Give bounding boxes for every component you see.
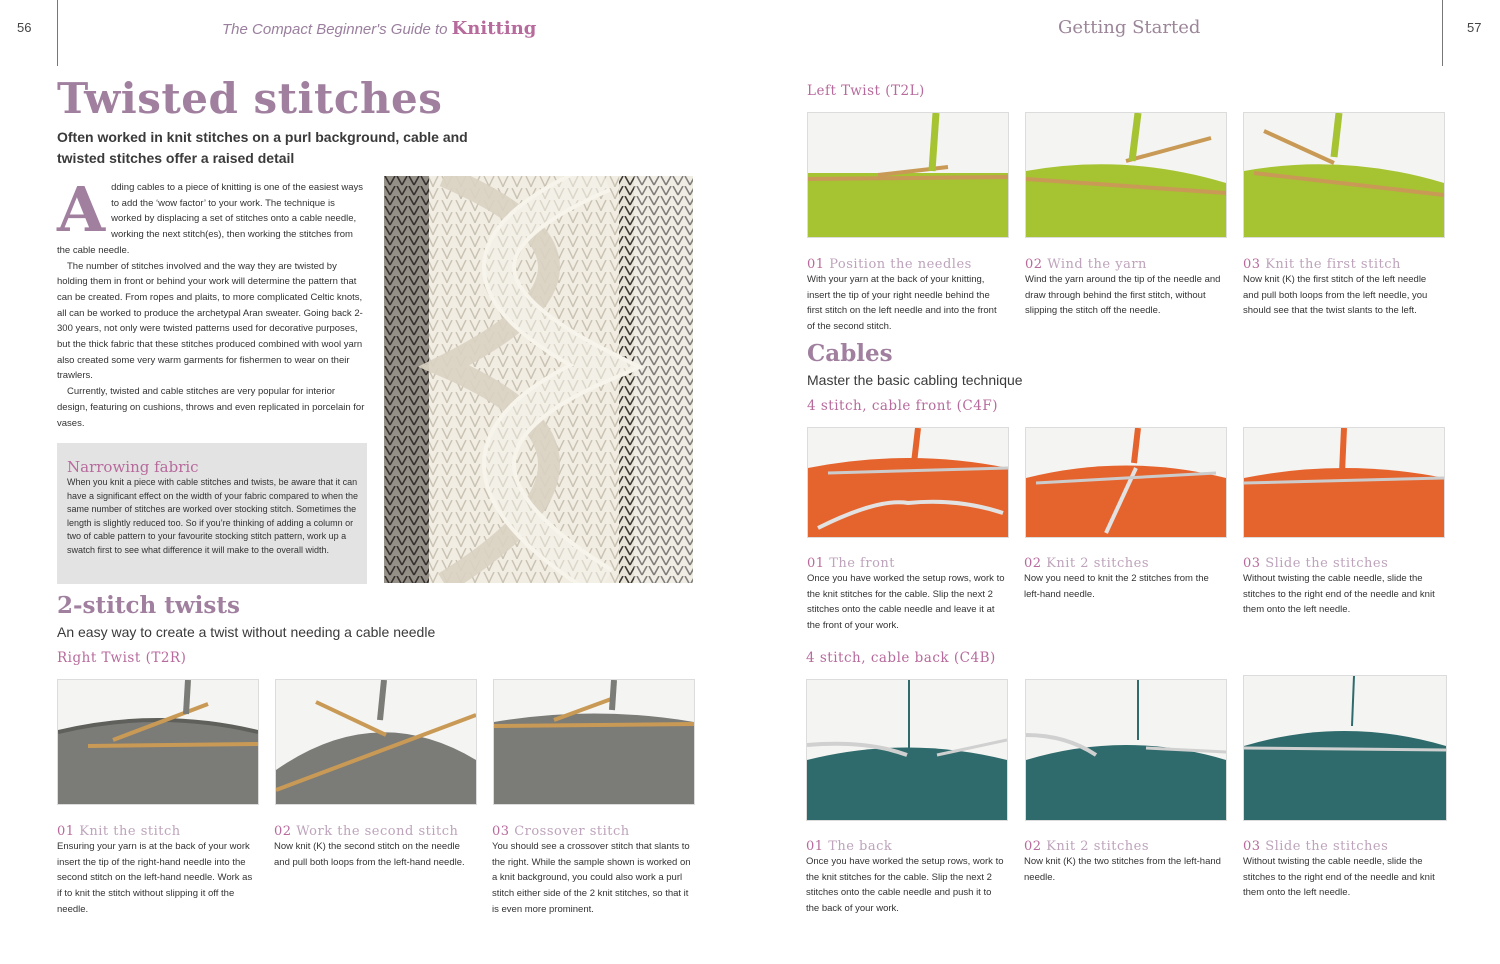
cables-section-subtitle: Master the basic cabling technique [807,372,1023,388]
standfirst: Often worked in knit stitches on a purl background, cable and twisted stitches offer a raised detail [57,129,468,166]
step-text: Wind the yarn around the tip of the needle and draw through behind the first stitch, without slipping the stitch off the needle. [1025,274,1221,317]
header-divider-right [1442,0,1443,66]
step-title: Wind the yarn [1047,257,1147,272]
c4f-step1-photo [807,427,1009,538]
t2r-step1-photo [57,679,259,805]
t2l-step3-photo [1243,112,1445,238]
step-title: Crossover stitch [514,824,630,839]
step-title: Position the needles [829,257,972,272]
c4f-heading: 4 stitch, cable front (C4F) [807,398,998,414]
step-number: 03 [492,824,510,839]
page-number-left: 56 [17,20,32,35]
drop-cap: A [57,173,106,246]
right-twist-heading: Right Twist (T2R) [57,650,187,666]
c4b-step-1 [806,839,1006,917]
t2r-step2-photo [275,679,477,805]
step-text: You should see a crossover stitch that slants to the right. While the sample shown is worked on a knit background, you could also work a purl stitch either side of the 2 knit stitches, so that it is even more prominent. [492,841,691,915]
t2l-step-1 [807,257,1007,335]
step-number: 03 [1243,839,1261,854]
step-title: The back [828,839,893,854]
t2r-step-2 [274,824,474,870]
box-text: When you knit a piece with cable stitches and twists, be aware that it can have a significant effect on the width of your fabric compared to when the same number of stitches are worked over stocking stitch. Sometimes the length is slightly reduced too. So if you’re thinking of adding a column or two of cable pattern to your favourite stocking stitch pattern, work up a swatch first to see what difference it will make to the overall width. [67,477,359,555]
page-title: Twisted stitches [57,74,443,123]
step-number: 01 [57,824,75,839]
running-header-book-title [222,18,536,39]
step-title: Slide the stitches [1265,839,1389,854]
narrowing-fabric-box [57,443,367,584]
step-title: Slide the stitches [1265,556,1389,571]
c4f-step-3 [1243,556,1443,618]
left-twist-heading: Left Twist (T2L) [807,83,925,99]
c4f-step-1 [807,556,1007,634]
c4f-step2-photo [1025,427,1227,538]
c4f-step3-photo [1243,427,1445,538]
step-text: Now knit (K) the two stitches from the left-hand needle. [1024,856,1221,883]
t2r-step-3 [492,824,692,918]
c4b-step3-photo [1243,675,1447,821]
cables-section-title: Cables [807,340,893,367]
intro-paragraph-3: Currently, twisted and cable stitches are very popular for interior design, featuring on cushions, throws and even replicated in porcelain for vases. [57,386,365,429]
twists-section-title: 2-stitch twists [57,592,240,619]
c4f-step-2 [1024,556,1224,602]
box-title: Narrowing fabric [67,458,199,476]
intro-paragraph-2: The number of stitches involved and the way they are twisted by holding them in front or behind your work will determine the pattern that can be created. From ropes and plaits, to more complicated Celtic knots, all can be worked to produce the archetypal Aran sweater. Going back 2-300 years, not only were twisted patterns used for decorative purposes, but the thick fabric that these stitches produced combined with wool yarn also created some very warm garments for fishermen to wear on their trawlers. [57,260,363,382]
page-number-right: 57 [1467,20,1482,35]
step-text: Now knit (K) the second stitch on the needle and pull both loops from the left-hand needle. [274,841,465,868]
c4b-step2-photo [1025,679,1227,821]
step-text: Ensuring your yarn is at the back of your work insert the tip of the right-hand needle into the second stitch on the left-hand needle. Work as if to knit the stitch without slipping it off the needle. [57,841,253,915]
step-title: Knit 2 stitches [1046,839,1149,854]
step-number: 01 [807,556,825,571]
step-title: Knit the first stitch [1265,257,1401,272]
step-title: The front [829,556,896,571]
c4b-step1-photo [806,679,1008,821]
t2l-step1-photo [807,112,1009,238]
t2l-step2-photo [1025,112,1227,238]
step-number: 01 [807,257,825,272]
step-title: Knit 2 stitches [1046,556,1149,571]
step-text: Once you have worked the setup rows, work to the knit stitches for the cable. Slip the next 2 stitches onto the cable needle and leave it at the front of your work. [807,573,1005,632]
step-text: Without twisting the cable needle, slide the stitches to the right end of the needle and knit them onto the left needle. [1243,856,1435,899]
book-title-script: The Compact Beginner's Guide to [222,21,448,38]
t2r-step-1 [57,824,257,918]
step-number: 02 [1024,839,1042,854]
step-text: With your yarn at the back of your knitting, insert the tip of your right needle behind the first stitch on the left needle and into the front of the second stitch. [807,274,997,333]
step-title: Knit the stitch [79,824,181,839]
step-number: 02 [1025,257,1043,272]
c4b-step-2 [1024,839,1224,885]
twists-section-subtitle: An easy way to create a twist without needing a cable needle [57,624,436,640]
step-number: 02 [1024,556,1042,571]
t2r-step3-photo [493,679,695,805]
step-number: 03 [1243,556,1261,571]
c4b-step-3 [1243,839,1443,901]
cable-knit-photo [384,176,693,583]
step-text: Without twisting the cable needle, slide the stitches to the right end of the needle and knit them onto the left needle. [1243,573,1435,616]
intro-paragraph-1: dding cables to a piece of knitting is one of the easiest ways to add the ‘wow factor’ to your work. The technique is worked by displacing a set of stitches onto a cable needle, working the next stitch(es), then working the stitches from the cable needle. [57,182,364,256]
book-title-bold: Knitting [451,18,537,39]
t2l-step-2 [1025,257,1225,319]
step-text: Now you need to knit the 2 stitches from the left-hand needle. [1024,573,1209,600]
header-divider-left [57,0,58,66]
step-number: 01 [806,839,824,854]
step-number: 03 [1243,257,1261,272]
step-text: Now knit (K) the first stitch of the left needle and pull both loops from the left needle, you should see that the twist slants to the left. [1243,274,1428,317]
step-title: Work the second stitch [296,824,459,839]
step-number: 02 [274,824,292,839]
running-header-chapter: Getting Started [1058,17,1201,38]
intro-text [57,173,367,431]
c4b-heading: 4 stitch, cable back (C4B) [806,650,996,666]
step-text: Once you have worked the setup rows, work to the knit stitches for the cable. Slip the next 2 stitches onto the cable needle and push it to the back of your work. [806,856,1004,915]
t2l-step-3 [1243,257,1443,319]
